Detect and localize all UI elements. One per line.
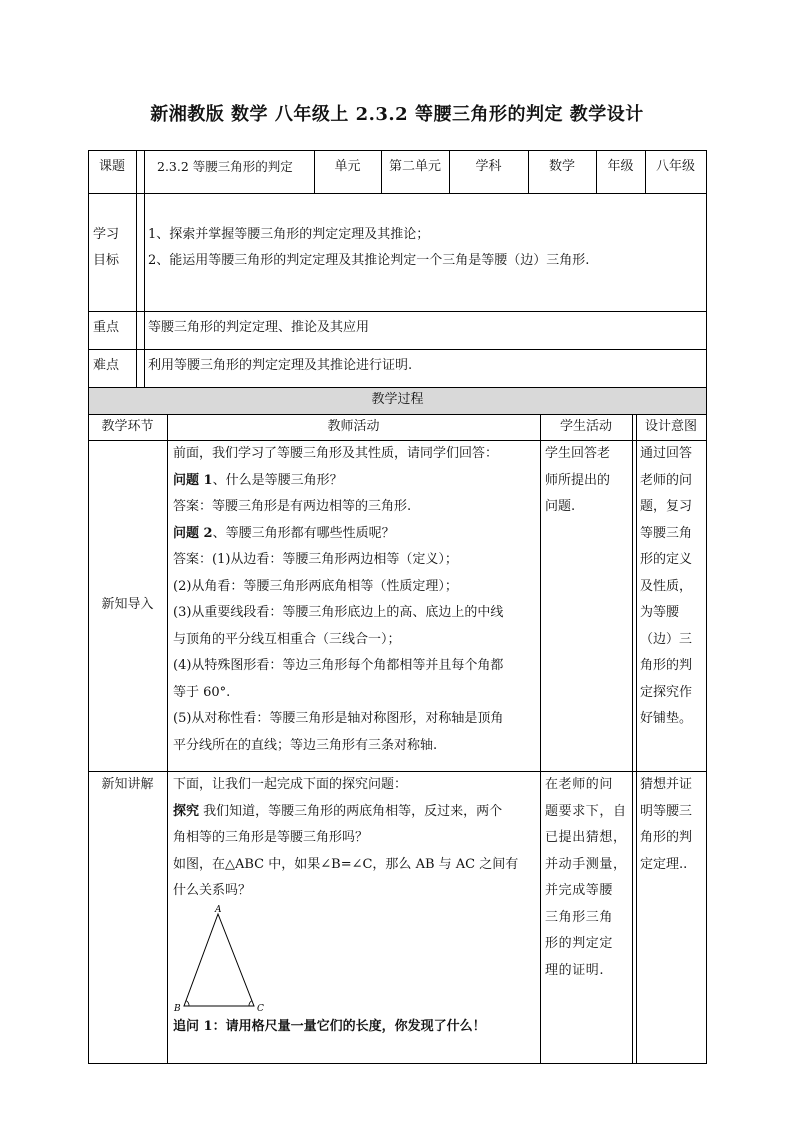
grade-value: 八年级: [655, 159, 695, 174]
stage-explain: 新知讲解: [101, 777, 154, 792]
topic-label: 课题: [98, 159, 125, 174]
teacher-line: 答案：(1)从边看：等腰三角形两边相等（定义）；: [173, 552, 458, 567]
teacher-line: 与顶角的平分线互相重合（三线合一）；: [173, 631, 401, 647]
teacher-line: 等于 60°.: [173, 684, 231, 700]
column-header-stage: 教学环节: [101, 419, 154, 434]
teacher-line: (3)从重要线段看：等腰三角形底边上的高、底边上的中线: [173, 605, 504, 620]
goal-item: 1、探索并掌握等腰三角形的判定定理及其推论；: [148, 227, 430, 242]
teacher-line: 答案：等腰三角形是有两边相等的三角形.: [173, 499, 412, 514]
document-title: 新湘教版 数学 八年级上 2.3.2 等腰三角形的判定 教学设计: [150, 104, 644, 125]
vertex-label-a: A: [215, 905, 222, 915]
teacher-line: (5)从对称性看：等腰三角形是轴对称图形，对称轴是顶角: [173, 711, 504, 726]
teacher-line: 探究 我们知道，等腰三角形的两底角相等，反过来，两个: [173, 803, 503, 819]
teacher-line: 角相等的三角形是等腰三角形吗？: [173, 830, 369, 845]
process-header: 教学过程: [371, 392, 424, 407]
teacher-line: 什么关系吗？: [173, 883, 252, 898]
key-points-value: 等腰三角形的判定定理、推论及其应用: [148, 320, 370, 335]
teacher-line: 问题 2、等腰三角形都有哪些性质呢？: [173, 525, 395, 541]
unit-value: 第二单元: [388, 159, 441, 174]
vertex-label-c: C: [257, 1004, 264, 1014]
goals-label-1: 学习: [93, 227, 120, 242]
column-header-design: 设计意图: [644, 419, 697, 434]
explain-design-intent: 猜想并证 明等腰三 角形的判 定定理..: [640, 777, 693, 872]
teacher-line: (2)从角看：等腰三角形两底角相等（性质定理）；: [173, 578, 458, 594]
stage-intro: 新知导入: [101, 597, 154, 612]
grade-label: 年级: [607, 159, 634, 174]
teacher-line: 平分线所在的直线；等边三角形有三条对称轴.: [173, 737, 438, 753]
angle-c-mark: [249, 1001, 252, 1006]
followup-question: 追问 1：请用格尺量一量它们的长度，你发现了什么！: [173, 1019, 486, 1034]
column-header-student: 学生活动: [559, 419, 612, 434]
difficulties-label: 难点: [93, 358, 120, 373]
difficulties-value: 利用等腰三角形的判定定理及其推论进行证明.: [148, 358, 413, 373]
vertex-label-b: B: [174, 1004, 181, 1014]
teacher-line: (4)从特殊图形看：等边三角形每个角都相等并且每个角都: [173, 658, 504, 673]
teacher-line: 前面，我们学习了等腰三角形及其性质，请同学们回答：: [173, 446, 499, 461]
intro-design-intent: 通过回答 老师的问 题，复习 等腰三角 形的定义 及性质， 为等腰 （边）三 角形的判 定探究作 好铺垫。: [640, 446, 693, 726]
column-header-teacher: 教师活动: [327, 419, 380, 434]
teacher-line: 如图，在△ABC 中，如果∠B=∠C，那么 AB 与 AC 之间有: [173, 856, 519, 872]
subject-value: 数学: [548, 159, 575, 174]
topic-value: 2.3.2 等腰三角形的判定: [157, 159, 293, 174]
intro-student-activity: 学生回答老 师所提出的 问题.: [545, 446, 611, 514]
teacher-line: 下面，让我们一起完成下面的探究问题：: [173, 777, 408, 792]
explain-teacher-activity: [173, 772, 518, 905]
unit-label: 单元: [334, 159, 361, 174]
intro-teacher-activity: [173, 441, 503, 759]
explain-student-activity: 在老师的问 题要求下，自 已提出猜想， 并动手测量， 并完成等腰 三角形三角 形的判定定 理的证明.: [545, 777, 627, 978]
teacher-line: 问题 1、什么是等腰三角形？: [173, 472, 343, 488]
angle-b-mark: [186, 1001, 189, 1006]
subject-label: 学科: [475, 159, 502, 174]
triangle-abc-figure: [170, 902, 270, 1014]
key-points-label: 重点: [93, 320, 120, 335]
goal-item: 2、能运用等腰三角形的判定定理及其推论判定一个三角是等腰（边）三角形.: [148, 253, 590, 268]
goals-label-2: 目标: [93, 253, 120, 268]
